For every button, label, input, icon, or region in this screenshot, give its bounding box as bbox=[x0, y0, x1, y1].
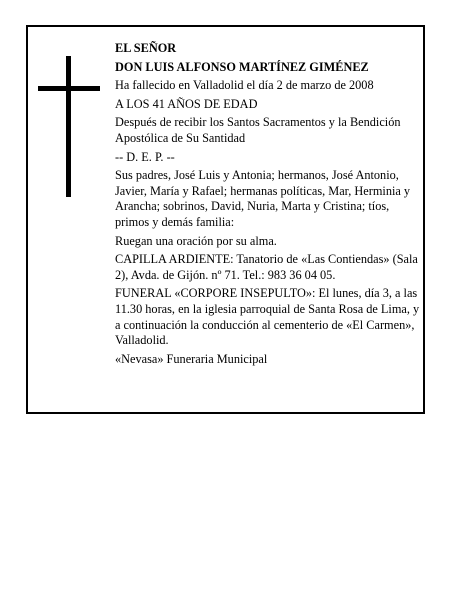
prayer-request: Ruegan una oración por su alma. bbox=[115, 233, 277, 248]
age-statement: A LOS 41 AÑOS DE EDAD bbox=[115, 96, 258, 111]
chapel-info: CAPILLA ARDIENTE: Tanatorio de «Las Contiendas» (Sala 2), Avda. de Gijón. nº 71. Tel.: 983 36 04 05. bbox=[115, 252, 418, 282]
cross-vertical-bar bbox=[66, 56, 71, 197]
obituary-notice bbox=[26, 25, 425, 414]
cross-icon bbox=[38, 56, 100, 197]
obituary-text bbox=[115, 41, 423, 367]
deceased-name: DON LUIS ALFONSO MARTÍNEZ GIMÉNEZ bbox=[115, 59, 369, 74]
rip-line: -- D. E. P. -- bbox=[115, 149, 175, 164]
sacraments-statement: Después de recibir los Santos Sacramentos y la Bendición Apostólica de Su Santidad bbox=[115, 115, 401, 145]
title-line-1: EL SEÑOR bbox=[115, 41, 177, 55]
death-statement: Ha fallecido en Valladolid el día 2 de marzo de 2008 bbox=[115, 78, 374, 93]
cross-horizontal-bar bbox=[38, 86, 100, 91]
funeral-home: «Nevasa» Funeraria Municipal bbox=[115, 351, 268, 366]
family-statement: Sus padres, José Luis y Antonia; hermanos, José Antonio, Javier, María y Rafael; hermanas políticas, Mar, Herminia y Arancha; sobrinos, David, Nuria, Marta y Cristina; tíos, primos y demás familia: bbox=[115, 168, 411, 229]
funeral-info: FUNERAL «CORPORE INSEPULTO»: El lunes, día 3, a las 11.30 horas, en la iglesia parroquial de Santa Rosa de Lima, y a continuación la conducción al cementerio de «El Carmen», Valladolid. bbox=[115, 286, 420, 348]
